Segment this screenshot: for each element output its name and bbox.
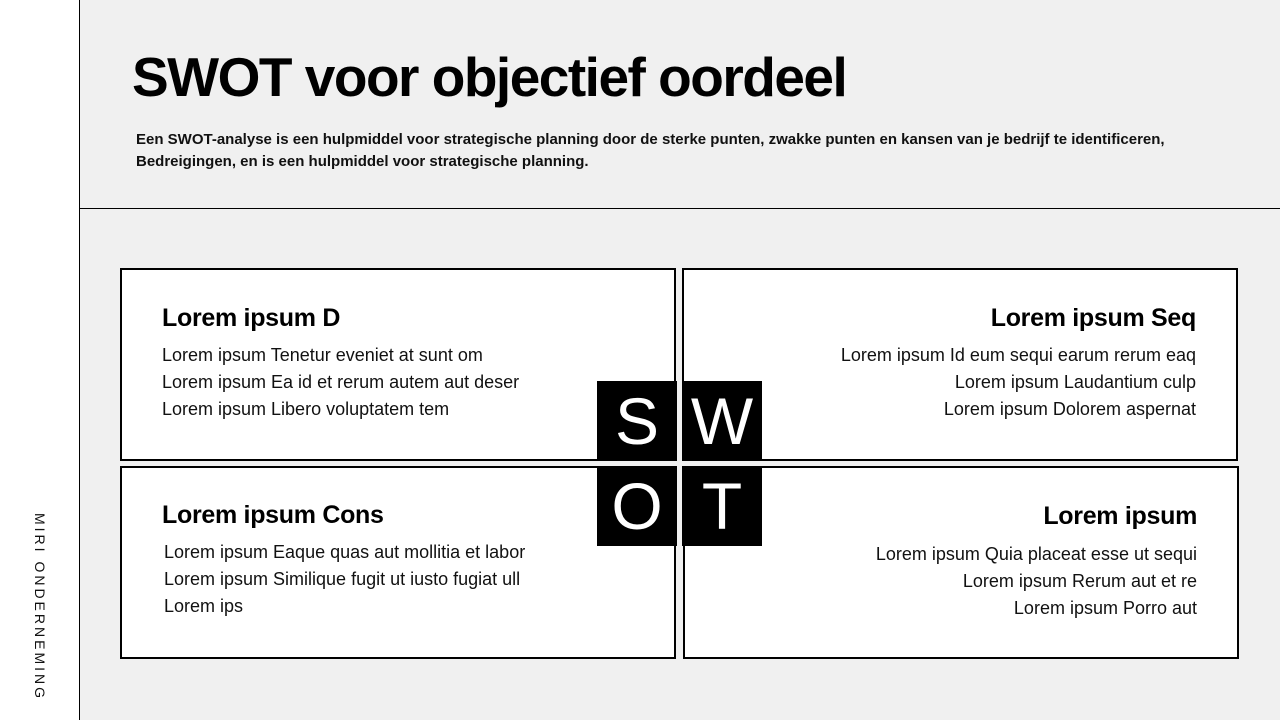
page-title: SWOT voor objectief oordeel <box>132 46 847 108</box>
list-item: Lorem ipsum Id eum sequi earum rerum eaq <box>840 345 1196 365</box>
list-item: Lorem ipsum Tenetur eveniet at sunt om <box>162 345 483 365</box>
strengths-title: Lorem ipsum D <box>162 304 341 332</box>
list-item: Lorem ipsum Ea id et rerum autem aut deser <box>162 372 520 392</box>
swot-letter-s: S <box>597 381 677 461</box>
list-item: Lorem ipsum Dolorem aspernat <box>943 399 1196 419</box>
swot-card-strengths <box>120 268 676 461</box>
page-description: Een SWOT-analyse is een hulpmiddel voor strategische planning door de sterke punten, zwakke punten en kansen van je bedrijf te identificeren, Bedreigingen, en is een hulpmiddel voor strategische planning. <box>136 131 1165 170</box>
threats-list <box>685 541 1197 622</box>
list-item: Lorem ipsum Similique fugit ut iusto fugiat ull <box>164 569 521 589</box>
header-divider <box>80 208 1280 209</box>
weaknesses-title: Lorem ipsum Seq <box>990 304 1196 332</box>
opportunities-list <box>162 539 674 620</box>
list-item: Lorem ipsum Quia placeat esse ut sequi <box>875 544 1197 564</box>
threats-title: Lorem ipsum <box>1043 502 1197 530</box>
list-item: Lorem ipsum Eaque quas aut mollitia et labor <box>164 542 526 562</box>
list-item: Lorem ipsum Laudantium culp <box>954 372 1196 392</box>
swot-card-weaknesses <box>682 268 1238 461</box>
list-item: Lorem ipsum Rerum aut et re <box>962 571 1197 591</box>
list-item: Lorem ips <box>164 596 244 616</box>
list-item: Lorem ipsum Libero voluptatem tem <box>162 399 450 419</box>
swot-letter-o: O <box>597 466 677 546</box>
swot-card-threats <box>683 466 1239 659</box>
swot-letter-w: W <box>682 381 762 461</box>
swot-card-opportunities <box>120 466 676 659</box>
brand-label: MIRI ONDERNEMING <box>32 513 48 701</box>
swot-letter-t: T <box>682 466 762 546</box>
list-item: Lorem ipsum Porro aut <box>1013 598 1197 618</box>
opportunities-title: Lorem ipsum Cons <box>162 501 384 529</box>
sidebar <box>0 0 80 720</box>
